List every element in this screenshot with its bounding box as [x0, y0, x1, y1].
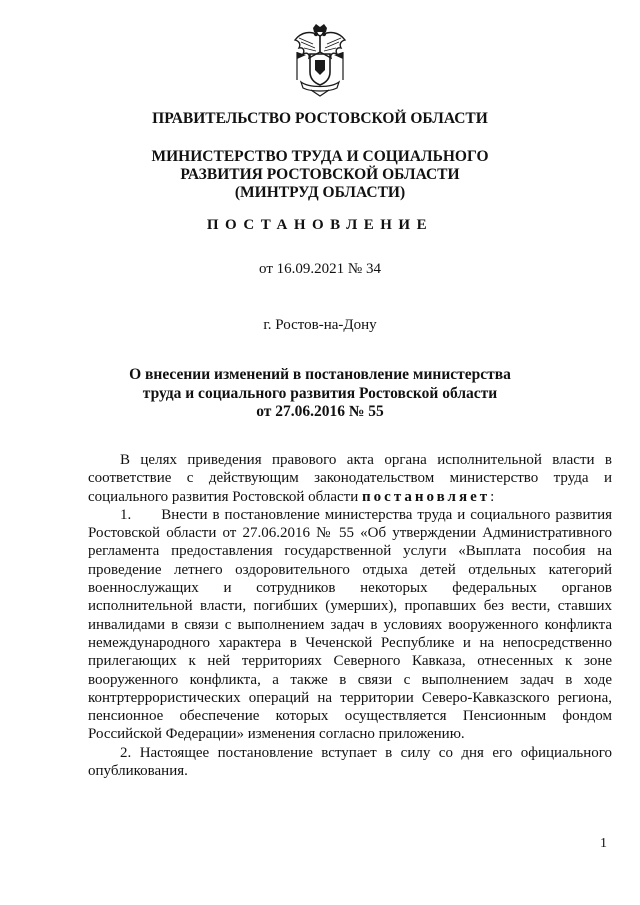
ministry-title: [0, 148, 640, 202]
body-paragraph-item-1: 1. Внести в постановление министерства труда и социального развития Ростовской области от 27.06.2016 № 55 «Об утверждении Административного регламента предоставления государственной услуги «Выплата пособия на проведение летнего оздоровительного отдыха детей отдельных категорий военнослужащих и сотрудников некоторых федеральных органов исполнительной власти, погибших (умерших), пропавших без вести, ставших инвалидами в связи с выполнением задач в условиях вооруженного конфликта немеждународного характера в Чеченской Республике и на непосредственно прилегающих к ней территориях Северного Кавказа, отнесенных к зоне вооруженного конфликта, а также в связи с выполнением задач в ходе контртеррористических операций на территории Северо-Кавказского региона, пенсионное обеспечение которых осуществляется Пенсионным фондом Российской Федерации» изменения согласно приложению.: [88, 506, 612, 743]
ministry-line: (МИНТРУД ОБЛАСТИ): [234, 184, 406, 201]
coat-of-arms-icon: [291, 22, 349, 98]
document-subject: [0, 366, 640, 422]
body-paragraph-preamble: [88, 451, 612, 506]
document-city: г. Ростов-на-Дону: [263, 317, 377, 333]
document-type: ПОСТАНОВЛЕНИЕ: [206, 217, 434, 233]
subject-line: от 27.06.2016 № 55: [256, 403, 384, 420]
ministry-line: МИНИСТЕРСТВО ТРУДА И СОЦИАЛЬНОГО: [151, 148, 489, 165]
government-title: ПРАВИТЕЛЬСТВО РОСТОВСКОЙ ОБЛАСТИ: [152, 110, 488, 127]
decree-verb: постановляет: [362, 488, 491, 505]
document-date-number: от 16.09.2021 № 34: [259, 261, 381, 277]
body-paragraph-item-2: 2. Настоящее постановление вступает в силу со дня его официального опубликования.: [88, 744, 612, 780]
subject-line: О внесении изменений в постановление министерства: [129, 366, 511, 383]
preamble-end: :: [490, 488, 495, 505]
document-body: [88, 451, 612, 780]
preamble-text: В целях приведения правового акта органа исполнительной власти в соответствие с действующим законодательством министерство труда и социального развития Ростовской области: [88, 452, 612, 505]
page-number: 1: [600, 836, 607, 851]
ministry-line: РАЗВИТИЯ РОСТОВСКОЙ ОБЛАСТИ: [180, 166, 460, 183]
subject-line: труда и социального развития Ростовской области: [142, 384, 498, 402]
